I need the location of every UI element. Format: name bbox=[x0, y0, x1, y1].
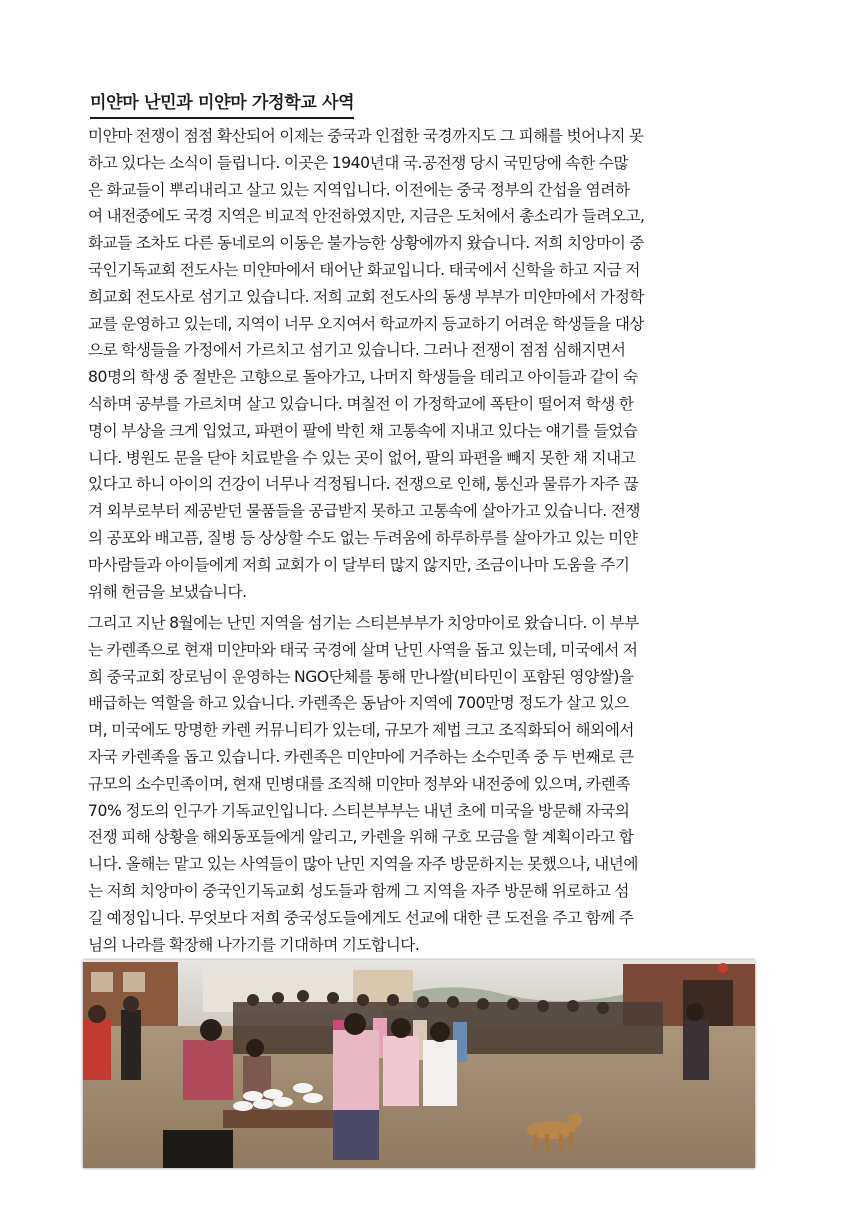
photo-illustration bbox=[83, 960, 755, 1168]
paragraph-line: 국인기독교회 전도사는 미얀마에서 태어난 화교입니다. 태국에서 신학을 하고 지금 저 bbox=[88, 260, 641, 279]
paragraph-line: 니다. 병원도 문을 닫아 치료받을 수 있는 곳이 없어, 팔의 파편을 빼지 못한 채 지내고 bbox=[88, 448, 636, 467]
paragraph-line: 교를 운영하고 있는데, 지역이 너무 오지여서 학교까지 등교하기 어려운 학생들을 대상 bbox=[88, 314, 645, 333]
paragraph-line: 여 내전중에도 국경 지역은 비교적 안전하였지만, 지금은 도처에서 총소리가 들려오고, bbox=[88, 207, 645, 226]
paragraph-line: 으로 학생들을 가정에서 가르치고 섬기고 있습니다. 그러나 전쟁이 점점 심해지면서 bbox=[88, 341, 626, 360]
paragraph-line: 화교들 조차도 다른 동네로의 이동은 불가능한 상황에까지 왔습니다. 저희 치앙마이 중 bbox=[88, 234, 645, 253]
paragraph-line: 님의 나라를 확장해 나가기를 기대하며 기도합니다. bbox=[88, 935, 420, 954]
paragraph-line: 배급하는 역할을 하고 있습니다. 카렌족은 동남아 지역에 700만명 정도가 살고 있으 bbox=[88, 694, 629, 713]
paragraph-line: 은 화교들이 뿌리내리고 살고 있는 지역입니다. 이전에는 중국 정부의 간섭을 염려하 bbox=[88, 180, 630, 199]
paragraph-line: 마사람들과 아이들에게 저희 교회가 이 달부터 많지 않지만, 조금이나마 도움을 주기 bbox=[88, 555, 630, 574]
paragraph-line: 희 중국교회 장로님이 운영하는 NGO단체를 통해 만나쌀(비타민이 포함된 영양쌀)을 bbox=[88, 667, 634, 686]
paragraph-line: 자국 카렌족을 돕고 있습니다. 카렌족은 미얀마에 거주하는 소수민족 중 두 번째로 큰 bbox=[88, 747, 634, 766]
paragraph-line: 희교회 전도사로 섬기고 있습니다. 저희 교회 전도사의 동생 부부가 미얀마에서 가정학 bbox=[88, 287, 645, 306]
paragraph-line: 겨 외부로부터 제공받던 물품들을 공급받지 못하고 고통속에 살아가고 있습니다. 전쟁 bbox=[88, 502, 641, 521]
paragraph-2 bbox=[88, 610, 760, 958]
paragraph-1 bbox=[88, 123, 760, 605]
page-title: 미얀마 난민과 미얀마 가정학교 사역 bbox=[90, 88, 354, 119]
paragraph-line: 는 카렌족으로 현재 미얀마와 태국 국경에 살며 난민 사역을 돕고 있는데, 미국에서 저 bbox=[88, 640, 638, 659]
paragraph-line: 그리고 지난 8월에는 난민 지역을 섬기는 스티븐부부가 치앙마이로 왔습니다. 이 부부 bbox=[88, 614, 639, 632]
paragraph-line: 는 저희 치앙마이 중국인기독교회 성도들과 함께 그 지역을 자주 방문해 위로하고 섬 bbox=[88, 881, 629, 900]
paragraph-line: 전쟁 피해 상황을 해외동포들에게 알리고, 카렌을 위해 구호 모금을 할 계획이라고 합 bbox=[88, 828, 634, 847]
paragraph-line: 며, 미국에도 망명한 카렌 커뮤니티가 있는데, 규모가 제법 크고 조직화되어 해외에서 bbox=[88, 721, 634, 740]
paragraph-line: 80명의 학생 중 절반은 고향으로 돌아가고, 나머지 학생들을 데리고 아이들과 같이 숙 bbox=[88, 368, 638, 387]
paragraph-line: 의 공포와 배고픔, 질병 등 상상할 수도 없는 두려움에 하루하루를 살아가고 있는 미얀 bbox=[88, 528, 638, 547]
window bbox=[123, 972, 145, 992]
paragraph-line: 규모의 소수민족이며, 현재 민병대를 조직해 미얀마 정부와 내전중에 있으며, 카렌족 bbox=[88, 774, 630, 793]
paragraph-line: 있다고 하니 아이의 건강이 너무나 걱정됩니다. 전쟁으로 인해, 통신과 물류가 자주 끊 bbox=[88, 475, 638, 494]
paragraph-line: 위해 헌금을 보냈습니다. bbox=[88, 582, 247, 601]
paragraph-line: 길 예정입니다. 무엇보다 저희 중국성도들에게도 선교에 대한 큰 도전을 주고 함께 주 bbox=[88, 908, 634, 927]
refugee-food-distribution-photo bbox=[83, 960, 755, 1168]
paragraph-line: 미얀마 전쟁이 점점 확산되어 이제는 중국과 인접한 국경까지도 그 피해를 벗어나지 못 bbox=[88, 127, 644, 145]
window bbox=[91, 972, 113, 992]
paragraph-line: 70% 정도의 인구가 기독교인입니다. 스티븐부부는 내년 초에 미국을 방문해 자국의 bbox=[88, 801, 630, 820]
lantern bbox=[718, 963, 728, 973]
paragraph-line: 하고 있다는 소식이 들립니다. 이곳은 1940년대 국.공전쟁 당시 국민당에 속한 수많 bbox=[88, 153, 628, 172]
paragraph-line: 니다. 올해는 맡고 있는 사역들이 많아 난민 지역을 자주 방문하지는 못했으나, 내년에 bbox=[88, 855, 638, 874]
paragraph-line: 명이 부상을 크게 입었고, 파편이 팔에 박힌 채 고통속에 지내고 있다는 얘기를 들었습 bbox=[88, 421, 638, 440]
paragraph-line: 식하며 공부를 가르치며 살고 있습니다. 며칠전 이 가정학교에 폭탄이 떨어져 학생 한 bbox=[88, 394, 634, 413]
